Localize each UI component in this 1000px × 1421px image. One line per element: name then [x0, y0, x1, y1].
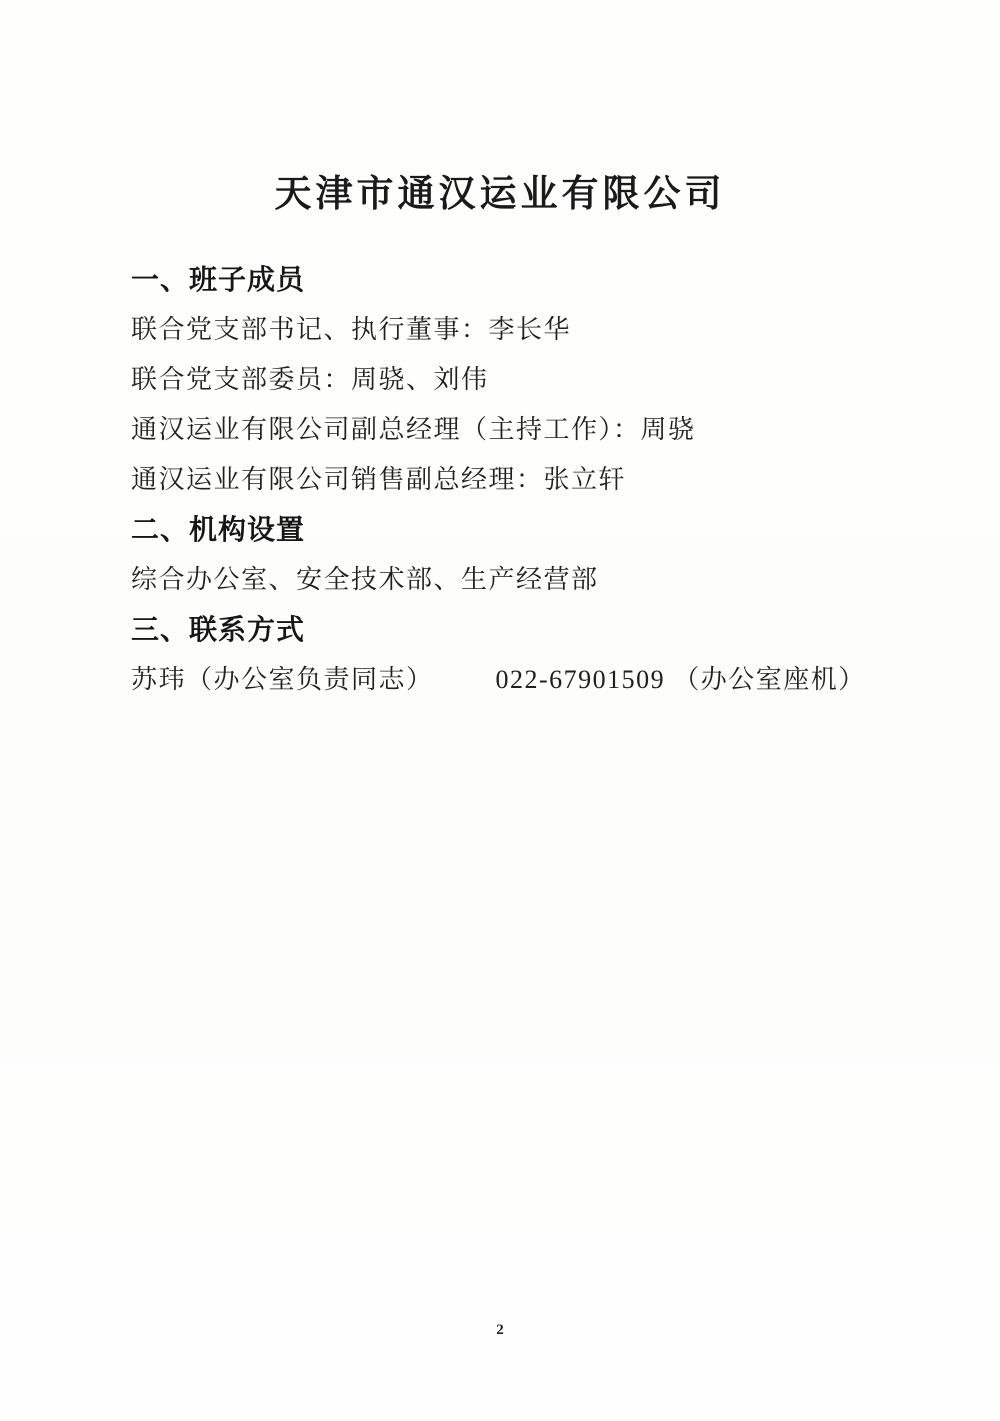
- document-body: [131, 255, 891, 705]
- contact-person: 苏玮（办公室负责同志）: [131, 665, 434, 694]
- contact-phone-number: 022-67901509: [495, 665, 666, 694]
- section-1-line-3: 通汉运业有限公司副总经理（主持工作）：周骁: [131, 415, 696, 444]
- page-number: 2: [496, 1322, 504, 1338]
- section-1-heading: 一、班子成员: [131, 264, 306, 295]
- section-1-line-2: 联合党支部委员：周骁、刘伟: [131, 365, 489, 394]
- section-1-line-4: 通汉运业有限公司销售副总经理：张立轩: [131, 465, 627, 494]
- section-2-heading: 二、机构设置: [131, 514, 306, 545]
- section-1-line-1: 联合党支部书记、执行董事：李长华: [131, 315, 572, 344]
- contact-phone-note: （办公室座机）: [673, 665, 866, 694]
- section-2-line-1: 综合办公室、安全技术部、生产经营部: [131, 565, 599, 594]
- section-3-heading: 三、联系方式: [131, 614, 306, 645]
- page-title: 天津市通汉运业有限公司: [274, 173, 726, 214]
- contact-phone-group: [496, 655, 866, 705]
- contact-line: [131, 655, 891, 705]
